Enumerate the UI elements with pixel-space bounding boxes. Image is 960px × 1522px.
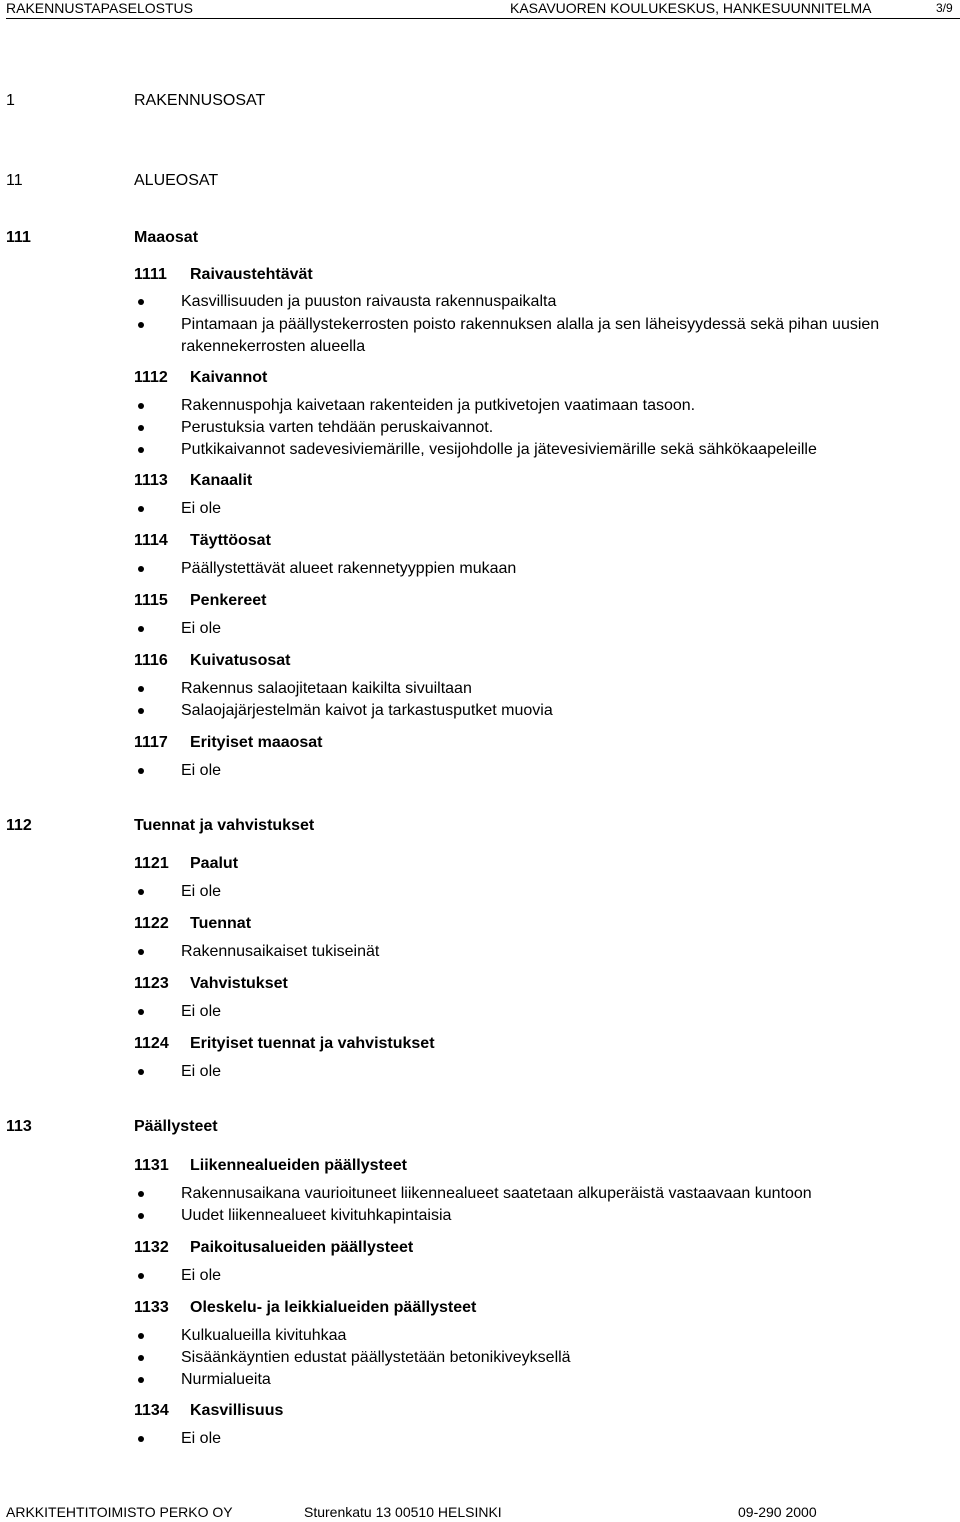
list-item-continuation: rakennekerrosten alueella <box>181 338 366 355</box>
list-item: Putkikaivannot sadevesiviemärille, vesijohdolle ja jätevesiviemärille sekä sähkökaapeleille <box>181 441 817 458</box>
subsection-number: 1117 <box>134 734 168 751</box>
subsection-number: 1121 <box>134 855 169 872</box>
list-item: Perustuksia varten tehdään peruskaivannot. <box>181 419 494 436</box>
bullet <box>138 322 144 328</box>
section-number: 112 <box>6 817 32 834</box>
list-item: Rakennusaikaiset tukiseinät <box>181 943 380 960</box>
bullet <box>138 447 144 453</box>
list-item: Uudet liikennealueet kivituhkapintaisia <box>181 1207 452 1224</box>
subsection-number: 1132 <box>134 1239 169 1256</box>
subsection-number: 1111 <box>134 266 167 283</box>
heading-number: 1 <box>6 92 15 109</box>
footer-address: Sturenkatu 13 00510 HELSINKI <box>304 1504 502 1520</box>
subsection-title: Liikennealueiden päällysteet <box>190 1157 407 1174</box>
subsection-number: 1123 <box>134 975 169 992</box>
footer-company: ARKKITEHTITOIMISTO PERKO OY <box>6 1504 233 1520</box>
bullet <box>138 1377 144 1383</box>
bullet <box>138 686 144 692</box>
list-item: Ei ole <box>181 1430 222 1447</box>
header-rule <box>6 18 960 19</box>
footer-phone: 09-290 2000 <box>738 1504 817 1520</box>
subsection-number: 1113 <box>134 472 168 489</box>
bullet <box>138 1355 144 1361</box>
bullet <box>138 1333 144 1339</box>
subsection-number: 1115 <box>134 592 168 609</box>
heading-number: 11 <box>6 172 23 189</box>
subsection-title: Kuivatusosat <box>190 652 291 669</box>
subsection-title: Penkereet <box>190 592 267 609</box>
bullet <box>138 1009 144 1015</box>
subsection-title: Paalut <box>190 855 239 872</box>
header-page-number: 3/9 <box>936 1 953 15</box>
subsection-title: Oleskelu- ja leikkialueiden päällysteet <box>190 1299 477 1316</box>
subsection-number: 1112 <box>134 369 168 386</box>
list-item: Rakennuspohja kaivetaan rakenteiden ja putkivetojen vaatimaan tasoon. <box>181 397 696 414</box>
bullet <box>138 403 144 409</box>
section-number: 113 <box>6 1118 32 1135</box>
list-item: Pintamaan ja päällystekerrosten poisto rakennuksen alalla ja sen läheisyydessä sekä pihan uusien <box>181 316 880 333</box>
subsection-number: 1131 <box>134 1157 169 1174</box>
list-item: Rakennusaikana vaurioituneet liikennealueet saatetaan alkuperäistä vastaavaan kuntoon <box>181 1185 812 1202</box>
heading-title: RAKENNUSOSAT <box>134 92 266 109</box>
subsection-title: Raivaustehtävät <box>190 266 313 283</box>
subsection-title: Erityiset tuennat ja vahvistukset <box>190 1035 435 1052</box>
list-item: Ei ole <box>181 762 222 779</box>
bullet <box>138 626 144 632</box>
heading-title: ALUEOSAT <box>134 172 219 189</box>
list-item: Nurmialueita <box>181 1371 271 1388</box>
bullet <box>138 1191 144 1197</box>
subsection-number: 1122 <box>134 915 169 932</box>
subsection-title: Täyttöosat <box>190 532 271 549</box>
section-number: 111 <box>6 229 31 246</box>
subsection-number: 1124 <box>134 1035 169 1052</box>
list-item: Ei ole <box>181 883 222 900</box>
subsection-number: 1114 <box>134 532 168 549</box>
bullet <box>138 708 144 714</box>
list-item: Kasvillisuuden ja puuston raivausta rakennuspaikalta <box>181 293 557 310</box>
section-title: Maaosat <box>134 229 199 246</box>
bullet <box>138 768 144 774</box>
bullet <box>138 506 144 512</box>
list-item: Päällystettävät alueet rakennetyyppien mukaan <box>181 560 517 577</box>
bullet <box>138 425 144 431</box>
list-item: Rakennus salaojitetaan kaikilta sivuiltaan <box>181 680 472 697</box>
header-document-type: RAKENNUSTAPASELOSTUS <box>6 0 193 16</box>
subsection-title: Tuennat <box>190 915 252 932</box>
subsection-title: Kanaalit <box>190 472 253 489</box>
list-item: Ei ole <box>181 1003 222 1020</box>
subsection-number: 1133 <box>134 1299 169 1316</box>
subsection-title: Erityiset maaosat <box>190 734 323 751</box>
list-item: Ei ole <box>181 1267 222 1284</box>
bullet <box>138 949 144 955</box>
subsection-title: Kaivannot <box>190 369 268 386</box>
bullet <box>138 566 144 572</box>
list-item: Salaojajärjestelmän kaivot ja tarkastusputket muovia <box>181 702 553 719</box>
subsection-title: Kasvillisuus <box>190 1402 284 1419</box>
bullet <box>138 1069 144 1075</box>
subsection-title: Vahvistukset <box>190 975 288 992</box>
list-item: Ei ole <box>181 620 222 637</box>
list-item: Ei ole <box>181 500 222 517</box>
subsection-number: 1116 <box>134 652 168 669</box>
list-item: Sisäänkäyntien edustat päällystetään betonikiveyksellä <box>181 1349 571 1366</box>
bullet <box>138 1213 144 1219</box>
list-item: Ei ole <box>181 1063 222 1080</box>
list-item: Kulkualueilla kivituhkaa <box>181 1327 347 1344</box>
subsection-number: 1134 <box>134 1402 169 1419</box>
bullet <box>138 889 144 895</box>
subsection-title: Paikoitusalueiden päällysteet <box>190 1239 414 1256</box>
bullet <box>138 299 144 305</box>
header-project-title: KASAVUOREN KOULUKESKUS, HANKESUUNNITELMA <box>510 0 872 16</box>
section-title: Päällysteet <box>134 1118 218 1135</box>
section-title: Tuennat ja vahvistukset <box>134 817 315 834</box>
bullet <box>138 1436 144 1442</box>
bullet <box>138 1273 144 1279</box>
